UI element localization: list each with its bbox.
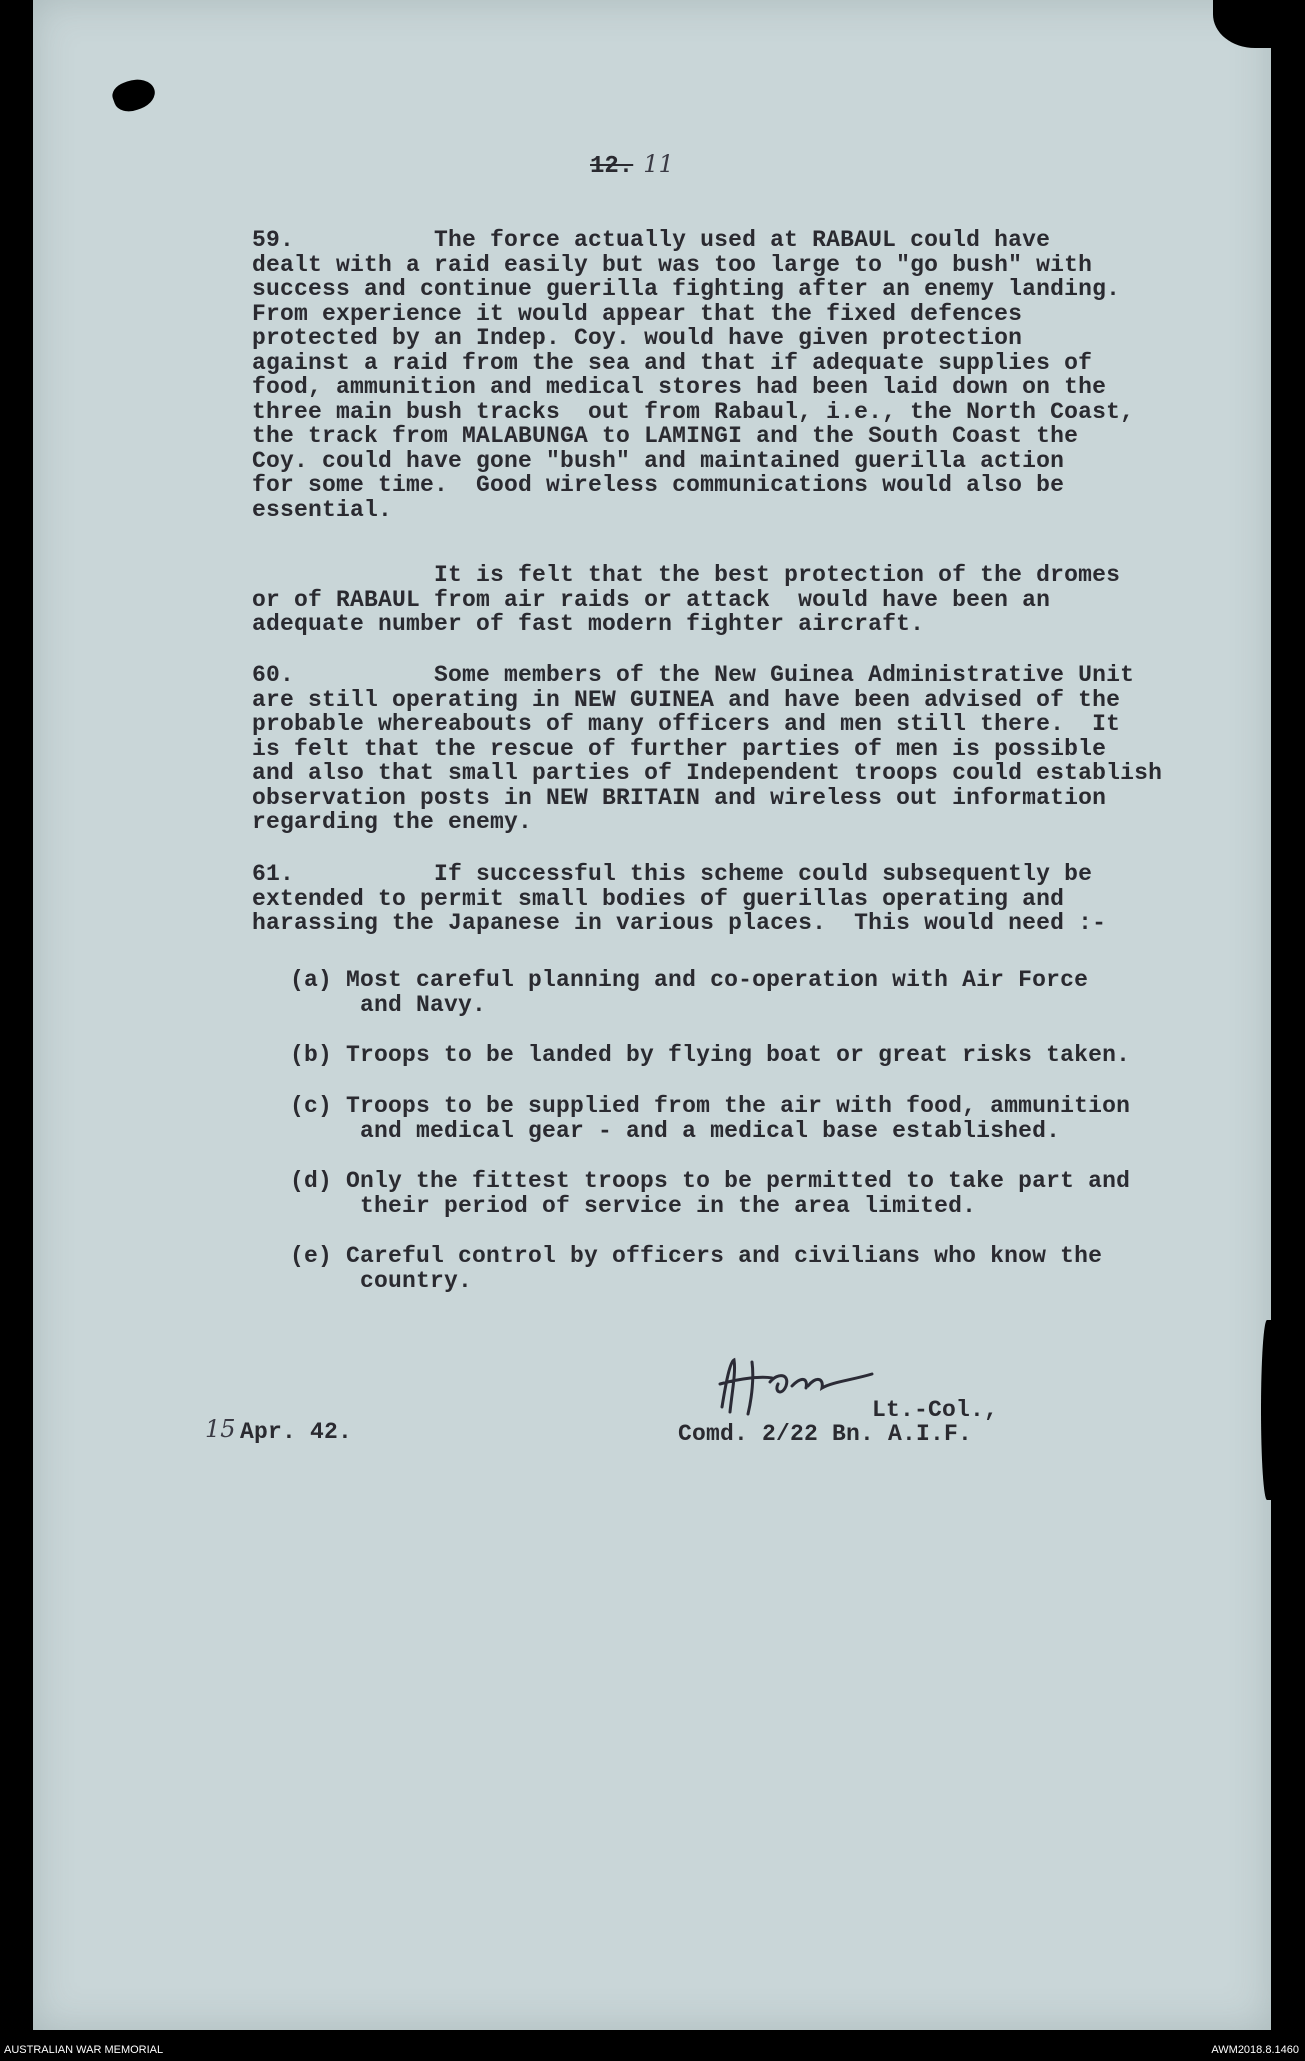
paragraph-60: 60. Some members of the New Guinea Administrative Unit are still operating in NEW GUINEA and have been advised of the probable whereabouts of many officers and men still there. It is felt that the rescue of further parties of men is possible and also that small parties of Independent troops could establish observation posts in NEW BRITAIN and wireless out information regarding the enemy.	[252, 662, 1163, 835]
paragraph-61: 61. If successful this scheme could subsequently be extended to permit small bodies of guerillas operating and harassing the Japanese in various places. This would need :-	[252, 861, 1107, 936]
signature	[712, 1352, 882, 1422]
footer-id: AWM2018.8.1460	[1211, 2044, 1299, 2056]
date-day-handwritten: 15	[205, 1415, 236, 1443]
signatory-unit: Comd. 2/22 Bn. A.I.F.	[678, 1421, 973, 1447]
signatory-rank: Lt.-Col.,	[872, 1397, 999, 1423]
list-item-e: (e) Careful control by officers and civilians who know the country.	[290, 1243, 1103, 1294]
list-item-a: (a) Most careful planning and co-operation with Air Force and Navy.	[290, 967, 1089, 1018]
paper-tear-edge	[1261, 1320, 1273, 1500]
footer-credit: AUSTRALIAN WAR MEMORIAL	[4, 2044, 164, 2056]
paragraph-dromes: It is felt that the best protection of the dromes or of RABAUL from air raids or attack would have been an adequate number of fast modern fighter aircraft.	[252, 562, 1121, 637]
list-item-c: (c) Troops to be supplied from the air with food, ammunition and medical gear - and a medical base established.	[290, 1093, 1131, 1144]
page-number-handwritten: 11	[643, 150, 674, 178]
date-text: Apr. 42.	[240, 1419, 353, 1445]
list-item-b: (b) Troops to be landed by flying boat or great risks taken.	[290, 1042, 1131, 1068]
paper-tear	[109, 74, 159, 117]
paper-tear-edge	[1213, 0, 1273, 48]
list-item-d: (d) Only the fittest troops to be permitted to take part and their period of service in the area limited.	[290, 1168, 1131, 1219]
paragraph-59: 59. The force actually used at RABAUL could have dealt with a raid easily but was too large to "go bush" with success and continue guerilla fighting after an enemy landing. From experience it would appear that the fixed defences protected by an Indep. Coy. would have given protection against a raid from the sea and that if adequate supplies of food, ammunition and medical stores had been laid down on the three main bush tracks out from Rabaul, i.e., the North Coast, the track from MALABUNGA to LAMINGI and the South Coast the Coy. could have gone "bush" and maintained guerilla action for some time. Good wireless communications would also be essential.	[252, 227, 1135, 523]
page-number-typed: 12.	[590, 153, 634, 180]
page-number	[590, 150, 674, 180]
